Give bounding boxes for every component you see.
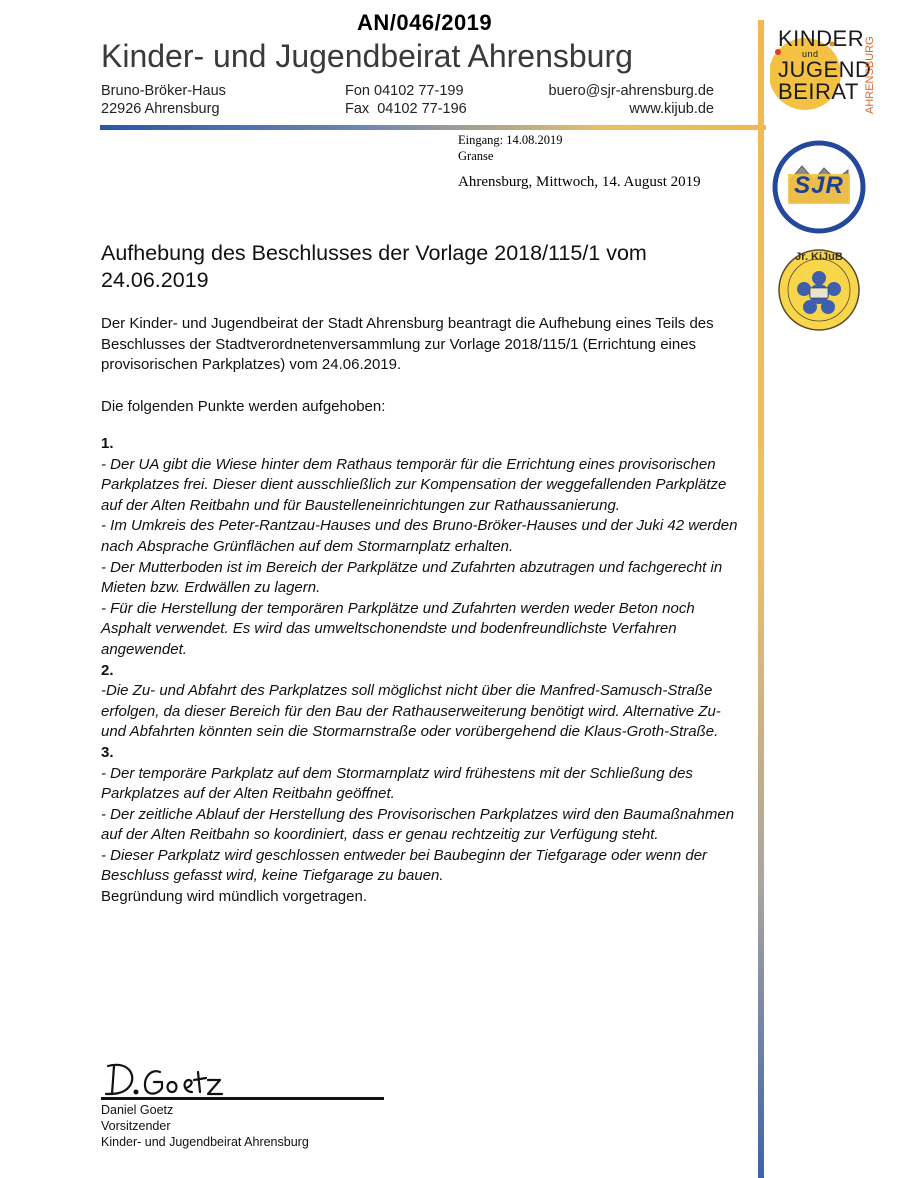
point-1-number: 1. (101, 435, 114, 452)
kjb-logo-word-beirat: BEIRAT (778, 79, 859, 104)
point-1-item-c: - Der Mutterboden ist im Bereich der Parkplätze und Zufahrten abzutragen und fachgerecht in Mieten bzw. Erdwällen zu lagern. (101, 558, 723, 597)
address-block (101, 82, 226, 118)
side-divider (758, 20, 764, 1178)
point-1-item-b: - Im Umkreis des Peter-Rantzau-Hauses und des Bruno-Bröker-Hauses und der Juki 42 werden nach Absprache Grünflächen auf dem Stormarnplatz erhalten. (101, 517, 738, 555)
lead-in-paragraph: Die folgenden Punkte werden aufgehoben: (101, 398, 386, 415)
point-2-number: 2. (101, 661, 114, 679)
kjb-logo-word-und: und (802, 49, 819, 59)
phone-number: Fon 04102 77-199 (345, 83, 464, 99)
closing-sentence: Begründung wird mündlich vorgetragen. (101, 888, 367, 906)
sjr-logo-text: SJR (794, 172, 844, 199)
organization-name: Kinder- und Jugendbeirat Ahrensburg (101, 38, 633, 74)
signatory-name: Daniel Goetz (101, 1103, 174, 1117)
signature-line (101, 1097, 384, 1100)
point-3-number: 3. (101, 743, 114, 761)
point-1-item-d: - Für die Herstellung der temporären Parkplätze und Zufahrten werden weder Beton noch Asphalt verwendet. Es wird das umweltschonendste und bodenfreundlichste Verfahren angewendet. (101, 599, 695, 658)
signatory-block (101, 1102, 309, 1150)
points-list (101, 434, 741, 908)
document-title: Aufhebung des Beschlusses der Vorlage 2018/115/1 vom 24.06.2019 (101, 241, 647, 292)
kjb-logo-vertical-text: AHRENSBURG (864, 36, 876, 114)
kjb-logo (770, 22, 890, 122)
receipt-stamp (458, 132, 563, 164)
point-3-item-a: - Der temporäre Parkplatz auf dem Stormarnplatz wird frühestens mit der Schließung des Parkplatzes auf der Alten Reitbahn geöffnet. (101, 764, 693, 803)
jr-kijub-logo-text: Jr. KiJuB (795, 251, 843, 263)
kjb-logo-word-kinder: KINDER (778, 26, 865, 51)
signatory-organization: Kinder- und Jugendbeirat Ahrensburg (101, 1135, 309, 1149)
date-line: Ahrensburg, Mittwoch, 14. August 2019 (458, 174, 701, 190)
address-line-2: 22926 Ahrensburg (101, 101, 220, 117)
point-3-item-c: - Dieser Parkplatz wird geschlossen entweder bei Baubeginn der Tiefgarage oder wenn der Beschluss gefasst wird, keine Tiefgarage zu bauen. (101, 846, 708, 885)
jr-kijub-logo (772, 248, 866, 332)
receipt-name: Granse (458, 149, 494, 163)
point-2-item-a: -Die Zu- und Abfahrt des Parkplatzes soll möglichst nicht über die Manfred-Samusch-Straße erfolgen, da dieser Bereich für den Bau der Rathauserweiterung benötigt wird. Alternative Zu- und Abfahrten könnten sein die Stormarnstraße oder vorübergehend die Klaus-Groth-Straße. (101, 682, 721, 741)
kjb-logo-word-jugend: JUGEND (778, 57, 872, 82)
email-link[interactable]: buero@sjr-ahrensburg.de (548, 83, 714, 99)
intro-paragraph: Der Kinder- und Jugendbeirat der Stadt Ahrensburg beantragt die Aufhebung eines Teils des Beschlusses der Stadtverordnetenversammlung zur Vorlage 2018/115/1 (Errichtung eines provisorischen Parkplatzes) vom 24.06.2019. (101, 315, 714, 374)
point-1-item-a: - Der UA gibt die Wiese hinter dem Rathaus temporär für die Errichtung eines provisorischen Parkplatzes frei. Dieser dient ausschließlich zur Kompensation der weggefallenden Parkplätze auf der Alten Reitbahn und für Baustelleneinrichtungen zur Rathaussanierung. (101, 455, 727, 514)
receipt-date: Eingang: 14.08.2019 (458, 133, 563, 147)
header-divider (100, 125, 766, 130)
fax-number: Fax 04102 77-196 (345, 101, 467, 117)
address-line-1: Bruno-Bröker-Haus (101, 83, 226, 99)
sjr-logo (772, 140, 866, 234)
document-number: AN/046/2019 (357, 10, 493, 35)
signatory-role: Vorsitzender (101, 1119, 171, 1133)
point-3-item-b: - Der zeitliche Ablauf der Herstellung des Provisorischen Parkplatzes wird den Baumaßnahmen auf der Alten Reitbahn so koordiniert, dass er genau rechtzeitig zur Verfügung steht. (101, 805, 735, 844)
website-link[interactable]: www.kijub.de (629, 101, 714, 117)
email-web-block (540, 82, 714, 118)
phone-fax-block (345, 82, 467, 118)
